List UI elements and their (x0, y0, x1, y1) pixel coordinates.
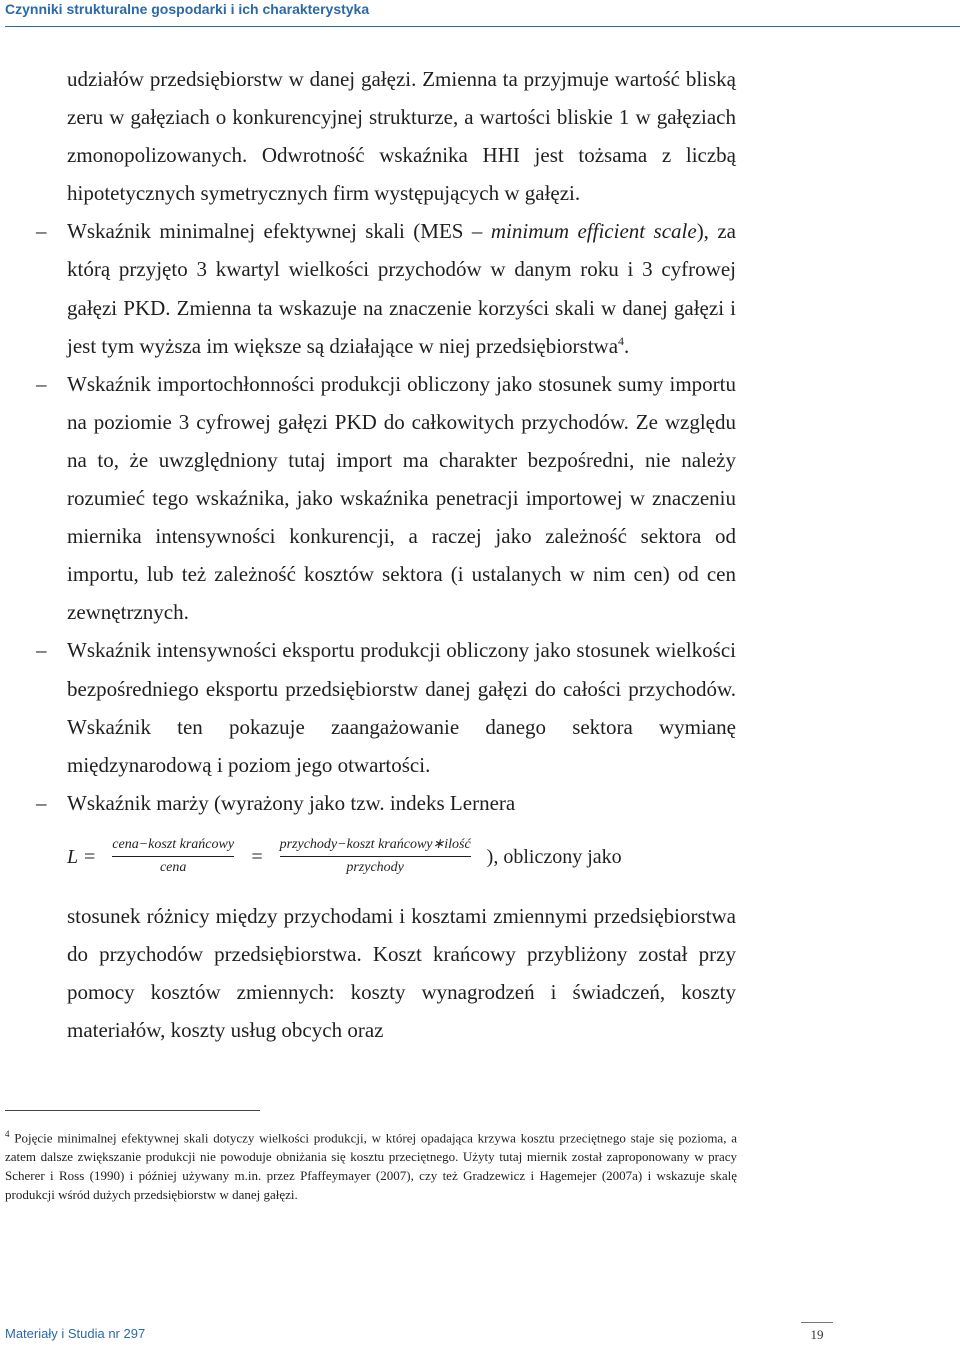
formula-equals: = (250, 845, 264, 868)
formula-lhs: L = (67, 845, 97, 868)
list-dash: – (36, 638, 47, 663)
list-item-text: Wskaźnik importochłonności produkcji obliczony jako stosunek sumy importu na poziomie 3 cyfrowej gałęzi PKD do całkowitych przychodów. Ze względu na to, że uwzględniony tutaj import ma charakter bezpośredni, nie należy rozumieć tego wskaźnika, jako wskaźnika penetracji importowej w znaczeniu miernika intensywności konkurencji, a raczej jako zależność sektora od importu, lub też zależność kosztów sektora (i ustalanych w nim cen) od cen zewnętrznych. (67, 371, 736, 625)
list-dash: – (36, 219, 47, 244)
running-header-title: Czynniki strukturalne gospodarki i ich charakterystyka (5, 1, 370, 17)
list-dash: – (36, 790, 47, 815)
intro-paragraph: udziałów przedsiębiorstw w danej gałęzi. Zmienna ta przyjmuje wartość bliską zeru w gałęziach o konkurencyjnej strukturze, a wartości bliskie 1 w gałęziach zmonopolizowanych. Odwrotność wskaźnika HHI jest tożsama z liczbą hipotetycznych symetrycznych firm występujących w gałęzi. (67, 67, 736, 206)
running-header (5, 0, 960, 27)
list-item-text-line1: Wskaźnik marży (wyrażony jako tzw. indeks Lernera (67, 790, 516, 815)
fraction-numerator: cena−koszt krańcowy (112, 837, 235, 853)
fraction-denominator: cena (159, 860, 187, 876)
item-text-italic: minimum efficient scale (490, 219, 697, 244)
formula-fraction (112, 835, 234, 878)
list-item-text-rest: stosunek różnicy między przychodami i kosztami zmiennymi przedsiębiorstwa do przychodów przedsiębiorstwa. Koszt krańcowy przybliżony został przy pomocy kosztów zmiennych: koszty wynagrodzeń i świadczeń, koszty materiałów, koszty usług obcych oraz (67, 903, 736, 1043)
list-item (36, 631, 736, 783)
footnote (5, 1125, 737, 1204)
footnote-mark: 4 (5, 1129, 10, 1139)
list-item (36, 365, 736, 632)
item-text-end: . (624, 333, 630, 358)
formula-tail-text: ), obliczony jako (486, 845, 622, 868)
list-item (36, 212, 737, 364)
footnote-separator (5, 1110, 260, 1111)
list-item-text (67, 212, 736, 364)
fraction-denominator: przychody (346, 860, 404, 876)
page-number: 19 (801, 1322, 833, 1351)
lerner-formula (67, 827, 736, 887)
item-text-part: Wskaźnik minimalnej efektywnej skali (MES – (67, 219, 491, 244)
footer-publication: Materiały i Studia nr 297 (5, 1326, 146, 1341)
formula-fraction (280, 835, 471, 878)
header-rule (5, 26, 960, 27)
list-item-text: Wskaźnik intensywności eksportu produkcji obliczony jako stosunek wielkości bezpośredniego eksportu przedsiębiorstw danej gałęzi do całości przychodów. Wskaźnik ten pokazuje zaangażowanie danego sektora wymianę międzynarodową i poziom jego otwartości. (67, 638, 736, 777)
list-dash: – (36, 371, 47, 396)
fraction-bar (280, 856, 471, 857)
item-text-part: ), za którą przyjęto 3 kwartyl wielkości przychodów w danym roku i 3 cyfrowej gałęzi PKD. Zmienna ta wskazuje na znaczenie korzyści skali w danej gałęzi i jest tym wyższa im większe są działające w niej przedsiębiorstwa (67, 219, 737, 358)
list-item (36, 784, 736, 1049)
body-text (36, 60, 737, 1049)
fraction-numerator: przychody−koszt krańcowy∗ilość (279, 837, 471, 853)
footnote-reference[interactable]: 4 (618, 333, 625, 348)
fraction-bar (112, 856, 234, 857)
footnote-text: Pojęcie minimalnej efektywnej skali dotyczy wielkości produkcji, w której opadająca krzywa kosztu przeciętnego staje się pozioma, a zatem dalsze zwiększanie produkcji nie powoduje obniżania się kosztu przeciętnego. Użyty tutaj miernik został zaproponowany w pracy Scherer i Ross (1990) i później używany m.in. przez Pfaffeymayer (2007), czy też Gradzewicz i Hagemejer (2007a) i wskazuje skalę produkcji wśród dużych przedsiębiorstw w danej gałęzi. (5, 1130, 738, 1203)
